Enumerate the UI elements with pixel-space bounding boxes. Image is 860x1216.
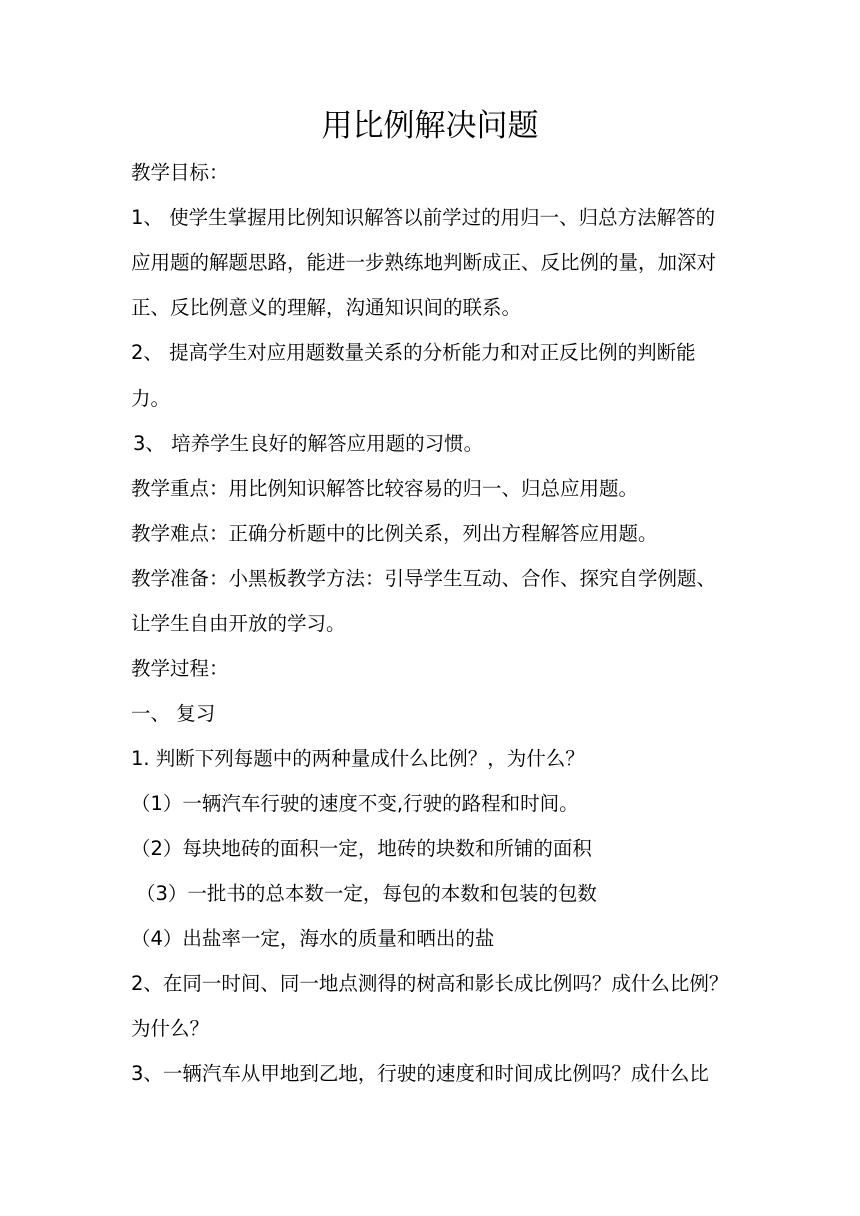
paragraph-line: 1. 判断下列每题中的两种量成什么比例？，为什么？ xyxy=(131,747,585,770)
paragraph-line: 2、在同一时间、同一地点测得的树高和影长成比例吗？成什么比例？ xyxy=(131,972,729,995)
paragraph-line: 让学生自由开放的学习。 xyxy=(131,612,346,635)
paragraph-line: 教学重点：用比例知识解答比较容易的归一、归总应用题。 xyxy=(131,477,639,500)
paragraph-line: （1）一辆汽车行驶的速度不变,行驶的路程和时间。 xyxy=(131,792,579,815)
paragraph-line: （3）一批书的总本数一定，每包的本数和包装的包数 xyxy=(136,882,597,905)
paragraph-line: 一、 复习 xyxy=(131,702,216,725)
paragraph-line: 3、 培养学生良好的解答应用题的习惯。 xyxy=(133,432,484,455)
page-title: 用比例解决问题 xyxy=(321,108,539,144)
paragraph-line: （4）出盐率一定，海水的质量和晒出的盐 xyxy=(131,927,495,950)
paragraph-line: 应用题的解题思路，能进一步熟练地判断成正、反比例的量，加深对 xyxy=(131,251,717,274)
paragraph-line: （2）每块地砖的面积一定，地砖的块数和所铺的面积 xyxy=(131,837,592,860)
paragraph-line: 正、反比例意义的理解，沟通知识间的联系。 xyxy=(131,296,522,319)
paragraph-line: 1、 使学生掌握用比例知识解答以前学过的用归一、归总方法解答的 xyxy=(131,206,716,229)
paragraph-line: 3、一辆汽车从甲地到乙地，行驶的速度和时间成比例吗？成什么比 xyxy=(131,1062,709,1085)
paragraph-line: 教学难点：正确分析题中的比例关系，列出方程解答应用题。 xyxy=(131,522,658,545)
paragraph-line: 教学过程： xyxy=(131,657,229,680)
paragraph-line: 教学准备：小黑板教学方法：引导学生互动、合作、探究自学例题、 xyxy=(131,567,717,590)
paragraph-line: 2、 提高学生对应用题数量关系的分析能力和对正反比例的判断能 xyxy=(131,341,696,364)
paragraph-line: 力。 xyxy=(131,387,171,410)
paragraph-line: 为什么？ xyxy=(131,1017,210,1040)
paragraph-line: 教学目标： xyxy=(131,161,229,184)
